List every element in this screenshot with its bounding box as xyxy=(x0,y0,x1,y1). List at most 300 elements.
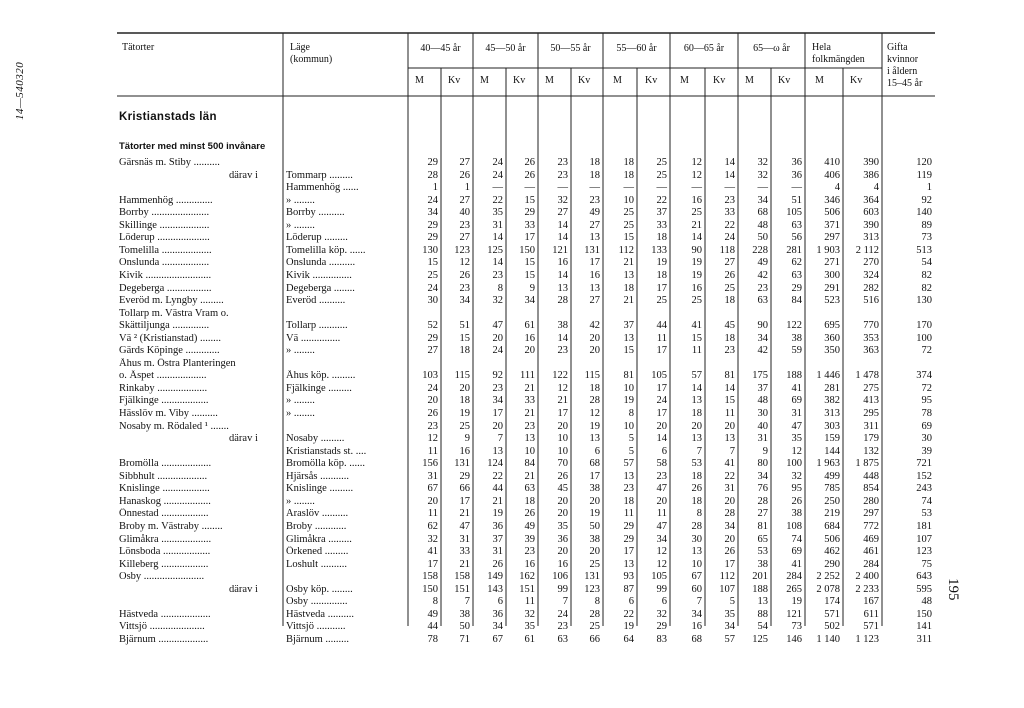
cell-value: 34 xyxy=(656,533,667,545)
cell-value: 32 xyxy=(791,470,802,482)
kommun-name: » ........ xyxy=(286,219,315,231)
cell-value: 19 xyxy=(656,257,667,269)
cell-value: 448 xyxy=(863,470,879,482)
cell-value: 15 xyxy=(524,257,535,269)
kommun-name: Loshult .......... xyxy=(286,558,347,570)
cell-value: 22 xyxy=(492,470,503,482)
cell-value: 13 xyxy=(691,546,702,558)
cell-value: 159 xyxy=(824,433,840,445)
cell-value: 100 xyxy=(916,332,932,344)
cell-value: 297 xyxy=(863,508,879,520)
cell-value: 89 xyxy=(921,219,932,231)
cell-value: 19 xyxy=(791,596,802,608)
cell-value: 32 xyxy=(427,533,438,545)
cell-value: 24 xyxy=(427,282,438,294)
place-name: Vä ² (Kristianstad) ........ xyxy=(119,332,222,344)
cell-value: 32 xyxy=(757,157,768,168)
cell-value: 15 xyxy=(524,269,535,281)
table-row xyxy=(0,609,1024,622)
header-kv: Kv xyxy=(645,75,658,86)
kommun-name: Borrby .......... xyxy=(286,207,345,219)
cell-value: 19 xyxy=(459,408,470,419)
cell-value: 1 xyxy=(464,182,470,194)
table-row xyxy=(0,283,1024,296)
cell-value: 13 xyxy=(589,433,600,445)
cell-value: 27 xyxy=(459,232,470,244)
table-row xyxy=(0,220,1024,233)
cell-value: 23 xyxy=(492,269,503,281)
cell-value: 107 xyxy=(916,533,932,545)
place-name: därav i xyxy=(229,583,258,595)
cell-value: 108 xyxy=(786,520,802,532)
cell-value: 13 xyxy=(557,282,568,294)
cell-value: 284 xyxy=(786,571,802,583)
kommun-name: Onslunda .......... xyxy=(286,257,356,269)
cell-value: 74 xyxy=(921,495,932,507)
place-name: o. Äspet ................... xyxy=(119,370,207,382)
cell-value: 14 xyxy=(691,382,702,394)
place-name: Kivik ......................... xyxy=(119,269,212,281)
cell-value: 11 xyxy=(656,332,667,344)
cell-value: 15 xyxy=(691,332,702,344)
kommun-name: Åhus köp. ......... xyxy=(286,370,356,382)
cell-value: 39 xyxy=(921,445,932,457)
cell-value: 38 xyxy=(589,483,600,495)
cell-value: 26 xyxy=(791,495,802,507)
place-name: Knislinge .................. xyxy=(119,483,210,495)
header-m: M xyxy=(545,75,554,86)
cell-value: 275 xyxy=(863,382,879,394)
table-row xyxy=(0,559,1024,572)
cell-value: 13 xyxy=(524,433,535,445)
cell-value: 516 xyxy=(863,295,879,307)
cell-value: 33 xyxy=(524,219,535,231)
cell-value: 88 xyxy=(757,608,768,620)
cell-value: 36 xyxy=(492,608,503,620)
cell-value: 63 xyxy=(791,219,802,231)
cell-value: 48 xyxy=(757,395,768,407)
cell-value: 56 xyxy=(791,232,802,244)
cell-value: 18 xyxy=(623,495,634,507)
cell-value: 14 xyxy=(557,269,568,281)
cell-value: 32 xyxy=(524,608,535,620)
place-name: Bjärnum ................... xyxy=(119,633,209,645)
cell-value: 13 xyxy=(589,282,600,294)
cell-value: 20 xyxy=(724,420,735,432)
table-row xyxy=(0,508,1024,521)
cell-value: 23 xyxy=(427,420,438,432)
cell-value: 16 xyxy=(589,269,600,281)
cell-value: 14 xyxy=(557,232,568,244)
cell-value: 27 xyxy=(589,219,600,231)
cell-value: 18 xyxy=(724,332,735,344)
cell-value: 78 xyxy=(427,633,438,645)
table-row xyxy=(0,534,1024,547)
cell-value: 118 xyxy=(719,244,735,256)
cell-value: 51 xyxy=(459,320,470,332)
header-age-40-45: 40—45 år xyxy=(420,43,461,54)
cell-value: 24 xyxy=(492,157,503,168)
place-name: Degeberga ................. xyxy=(119,282,212,294)
table-row xyxy=(0,395,1024,408)
cell-value: 39 xyxy=(524,533,535,545)
cell-value: 20 xyxy=(427,495,438,507)
cell-value: 34 xyxy=(691,608,702,620)
cell-value: 9 xyxy=(529,282,535,294)
cell-value: 12 xyxy=(459,257,470,269)
cell-value: 76 xyxy=(757,483,768,495)
cell-value: 8 xyxy=(628,408,634,419)
cell-value: 105 xyxy=(786,207,802,219)
cell-value: 29 xyxy=(623,520,634,532)
kommun-name: Nosaby ......... xyxy=(286,433,345,445)
cell-value: 16 xyxy=(459,445,470,457)
cell-value: 12 xyxy=(589,408,600,419)
cell-value: 31 xyxy=(492,546,503,558)
cell-value: 22 xyxy=(724,219,735,231)
table-row xyxy=(0,596,1024,609)
cell-value: 143 xyxy=(487,583,503,595)
kommun-name: Hjärsås ........... xyxy=(286,470,349,482)
cell-value: 70 xyxy=(557,458,568,470)
cell-value: 115 xyxy=(584,370,600,382)
place-name: Hässlöv m. Viby .......... xyxy=(119,408,218,419)
kommun-name: Broby ............ xyxy=(286,520,347,532)
cell-value: 5 xyxy=(628,445,634,457)
cell-value: 99 xyxy=(557,583,568,595)
cell-value: 295 xyxy=(863,408,879,419)
cell-value: 20 xyxy=(557,420,568,432)
cell-value: 30 xyxy=(691,533,702,545)
cell-value: 62 xyxy=(427,520,438,532)
cell-value: 27 xyxy=(757,508,768,520)
cell-value: 25 xyxy=(656,169,667,181)
cell-value: 7 xyxy=(497,433,503,445)
kommun-name: Glimåkra ......... xyxy=(286,533,352,545)
cell-value: 18 xyxy=(724,295,735,307)
cell-value: 37 xyxy=(757,382,768,394)
cell-value: 19 xyxy=(691,257,702,269)
cell-value: 17 xyxy=(656,345,667,357)
header-lage: Läge xyxy=(290,42,310,53)
cell-value: 122 xyxy=(552,370,568,382)
place-name: Broby m. Västraby ........ xyxy=(119,520,223,532)
kommun-name: Tomelilla köp. ...... xyxy=(286,244,366,256)
header-m: M xyxy=(613,75,622,86)
cell-value: 69 xyxy=(791,395,802,407)
cell-value: 150 xyxy=(519,244,535,256)
cell-value: 36 xyxy=(791,169,802,181)
kommun-name: Tommarp ......... xyxy=(286,169,353,181)
header-age-45-50: 45—50 år xyxy=(485,43,526,54)
cell-value: 45 xyxy=(557,483,568,495)
cell-value: 20 xyxy=(724,495,735,507)
cell-value: 38 xyxy=(459,608,470,620)
header-m: M xyxy=(480,75,489,86)
cell-value: 16 xyxy=(524,332,535,344)
cell-value: 5 xyxy=(729,596,735,608)
place-name: Hammenhög .............. xyxy=(119,194,213,206)
cell-value: 81 xyxy=(724,370,735,382)
place-name: Löderup .................... xyxy=(119,232,210,244)
cell-value: 69 xyxy=(921,420,932,432)
cell-value: 6 xyxy=(497,596,503,608)
cell-value: 130 xyxy=(422,244,438,256)
cell-value: 595 xyxy=(916,583,932,595)
cell-value: 281 xyxy=(786,244,802,256)
cell-value: 12 xyxy=(691,157,702,168)
subheading: Tätorter med minst 500 invånare xyxy=(119,141,266,152)
cell-value: 290 xyxy=(824,558,840,570)
cell-value: 44 xyxy=(656,320,667,332)
kommun-name: Osby köp. ........ xyxy=(286,583,353,595)
cell-value: 13 xyxy=(589,232,600,244)
cell-value: 297 xyxy=(824,232,840,244)
cell-value: 179 xyxy=(863,433,879,445)
cell-value: 390 xyxy=(863,157,879,168)
cell-value: 25 xyxy=(724,282,735,294)
cell-value: 150 xyxy=(422,583,438,595)
cell-value: 74 xyxy=(791,533,802,545)
cell-value: 81 xyxy=(623,370,634,382)
cell-value: 41 xyxy=(791,382,802,394)
kommun-name: Araslöv .......... xyxy=(286,508,349,520)
cell-value: 51 xyxy=(791,194,802,206)
cell-value: 90 xyxy=(757,320,768,332)
cell-value: 11 xyxy=(427,445,438,457)
cell-value: 271 xyxy=(824,257,840,269)
cell-value: 105 xyxy=(651,370,667,382)
table-row xyxy=(0,345,1024,358)
cell-value: 149 xyxy=(487,571,503,583)
cell-value: 785 xyxy=(824,483,840,495)
cell-value: 18 xyxy=(656,269,667,281)
cell-value: 18 xyxy=(656,232,667,244)
header-tatorter: Tätorter xyxy=(122,42,155,53)
cell-value: 34 xyxy=(524,295,535,307)
cell-value: 10 xyxy=(623,194,634,206)
cell-value: 721 xyxy=(916,458,932,470)
cell-value: 34 xyxy=(724,621,735,633)
cell-value: 42 xyxy=(757,269,768,281)
cell-value: 24 xyxy=(724,232,735,244)
cell-value: 513 xyxy=(916,244,932,256)
cell-value: 250 xyxy=(824,495,840,507)
cell-value: 82 xyxy=(921,282,932,294)
cell-value: 13 xyxy=(623,470,634,482)
cell-value: 66 xyxy=(589,633,600,645)
cell-value: 462 xyxy=(824,546,840,558)
cell-value: 364 xyxy=(863,194,879,206)
cell-value: 16 xyxy=(691,194,702,206)
cell-value: 24 xyxy=(557,608,568,620)
kommun-name: » ........ xyxy=(286,408,315,419)
cell-value: 27 xyxy=(557,207,568,219)
cell-value: 21 xyxy=(623,257,634,269)
table-row xyxy=(0,621,1024,634)
cell-value: 18 xyxy=(589,169,600,181)
cell-value: — xyxy=(557,182,568,194)
kommun-name: » ........ xyxy=(286,495,315,507)
cell-value: 37 xyxy=(492,533,503,545)
cell-value: 38 xyxy=(791,508,802,520)
cell-value: 11 xyxy=(691,345,702,357)
cell-value: 188 xyxy=(786,370,802,382)
cell-value: 30 xyxy=(427,295,438,307)
cell-value: 36 xyxy=(791,157,802,168)
header-kv: Kv xyxy=(513,75,526,86)
cell-value: 21 xyxy=(557,395,568,407)
cell-value: 17 xyxy=(524,232,535,244)
place-name: Vittsjö ..................... xyxy=(119,621,205,633)
cell-value: 63 xyxy=(524,483,535,495)
cell-value: 8 xyxy=(432,596,438,608)
kommun-name: Tollarp ........... xyxy=(286,320,348,332)
cell-value: — xyxy=(791,182,802,194)
cell-value: 16 xyxy=(524,558,535,570)
cell-value: 1 140 xyxy=(816,633,840,645)
cell-value: 13 xyxy=(492,445,503,457)
table-row xyxy=(0,383,1024,396)
cell-value: 291 xyxy=(824,282,840,294)
cell-value: 29 xyxy=(427,232,438,244)
cell-value: 73 xyxy=(791,621,802,633)
cell-value: 49 xyxy=(524,520,535,532)
cell-value: 14 xyxy=(557,332,568,344)
cell-value: 8 xyxy=(594,596,600,608)
cell-value: 27 xyxy=(459,157,470,168)
cell-value: 14 xyxy=(691,232,702,244)
cell-value: 23 xyxy=(524,420,535,432)
cell-value: 386 xyxy=(863,169,879,181)
cell-value: 28 xyxy=(757,495,768,507)
place-name: Tomelilla ................... xyxy=(119,244,212,256)
cell-value: 15 xyxy=(427,257,438,269)
cell-value: — xyxy=(656,182,667,194)
cell-value: 21 xyxy=(524,470,535,482)
cell-value: 23 xyxy=(724,345,735,357)
cell-value: 34 xyxy=(757,194,768,206)
cell-value: 23 xyxy=(557,345,568,357)
cell-value: 17 xyxy=(427,558,438,570)
cell-value: 270 xyxy=(863,257,879,269)
cell-value: 1 963 xyxy=(816,458,840,470)
cell-value: 72 xyxy=(921,382,932,394)
cell-value: 19 xyxy=(589,508,600,520)
cell-value: 16 xyxy=(557,257,568,269)
cell-value: 44 xyxy=(427,621,438,633)
cell-value: 158 xyxy=(422,571,438,583)
cell-value: 12 xyxy=(791,445,802,457)
cell-value: 14 xyxy=(724,382,735,394)
cell-value: 125 xyxy=(487,244,503,256)
cell-value: 17 xyxy=(492,408,503,419)
cell-value: 506 xyxy=(824,207,840,219)
header-age-range: 15–45 år xyxy=(887,78,923,89)
table-row xyxy=(0,546,1024,559)
place-name: Önnestad .................. xyxy=(119,508,209,520)
cell-value: 13 xyxy=(691,433,702,445)
table-row xyxy=(0,295,1024,308)
cell-value: 23 xyxy=(459,282,470,294)
cell-value: 119 xyxy=(916,169,932,181)
cell-value: 93 xyxy=(623,571,634,583)
table-row xyxy=(0,471,1024,484)
cell-value: 9 xyxy=(464,433,470,445)
cell-value: 17 xyxy=(724,558,735,570)
cell-value: 23 xyxy=(557,157,568,168)
cell-value: 34 xyxy=(427,207,438,219)
cell-value: 162 xyxy=(519,571,535,583)
cell-value: 20 xyxy=(589,495,600,507)
cell-value: 14 xyxy=(492,232,503,244)
cell-value: 47 xyxy=(656,483,667,495)
cell-value: 107 xyxy=(719,583,735,595)
cell-value: 35 xyxy=(492,207,503,219)
cell-value: 374 xyxy=(916,370,932,382)
cell-value: 31 xyxy=(427,470,438,482)
kommun-name: » ........ xyxy=(286,345,315,357)
cell-value: 21 xyxy=(459,558,470,570)
place-name: Sibbhult ................... xyxy=(119,470,208,482)
cell-value: 18 xyxy=(623,282,634,294)
cell-value: 175 xyxy=(752,370,768,382)
cell-value: 7 xyxy=(696,596,702,608)
cell-value: 49 xyxy=(427,608,438,620)
cell-value: 14 xyxy=(492,257,503,269)
cell-value: 1 446 xyxy=(816,370,840,382)
header-kv: Kv xyxy=(850,75,863,86)
place-name: Skättiljunga .............. xyxy=(119,320,210,332)
header-age-55-60: 55—60 år xyxy=(616,43,657,54)
cell-value: 390 xyxy=(863,219,879,231)
cell-value: 38 xyxy=(557,320,568,332)
cell-value: 44 xyxy=(492,483,503,495)
cell-value: 14 xyxy=(724,169,735,181)
table-row xyxy=(0,446,1024,459)
cell-value: 32 xyxy=(757,169,768,181)
cell-value: 53 xyxy=(691,458,702,470)
cell-value: 26 xyxy=(557,470,568,482)
cell-value: 15 xyxy=(623,345,634,357)
cell-value: 28 xyxy=(427,169,438,181)
cell-value: 280 xyxy=(863,495,879,507)
table-row xyxy=(0,232,1024,245)
cell-value: 80 xyxy=(757,458,768,470)
cell-value: 31 xyxy=(724,483,735,495)
cell-value: 133 xyxy=(651,244,667,256)
page-number: 195 xyxy=(945,578,961,601)
cell-value: 20 xyxy=(724,533,735,545)
cell-value: 19 xyxy=(691,269,702,281)
cell-value: 68 xyxy=(589,458,600,470)
cell-value: 243 xyxy=(916,483,932,495)
cell-value: — xyxy=(492,182,503,194)
cell-value: 313 xyxy=(863,232,879,244)
cell-value: 4 xyxy=(834,182,840,194)
cell-value: 20 xyxy=(459,382,470,394)
cell-value: 21 xyxy=(459,508,470,520)
cell-value: 33 xyxy=(656,219,667,231)
cell-value: 26 xyxy=(459,269,470,281)
cell-value: 36 xyxy=(492,520,503,532)
cell-value: 49 xyxy=(757,257,768,269)
cell-value: 11 xyxy=(427,508,438,520)
cell-value: 54 xyxy=(757,621,768,633)
table-row xyxy=(0,433,1024,446)
cell-value: 6 xyxy=(628,596,634,608)
cell-value: 38 xyxy=(757,558,768,570)
